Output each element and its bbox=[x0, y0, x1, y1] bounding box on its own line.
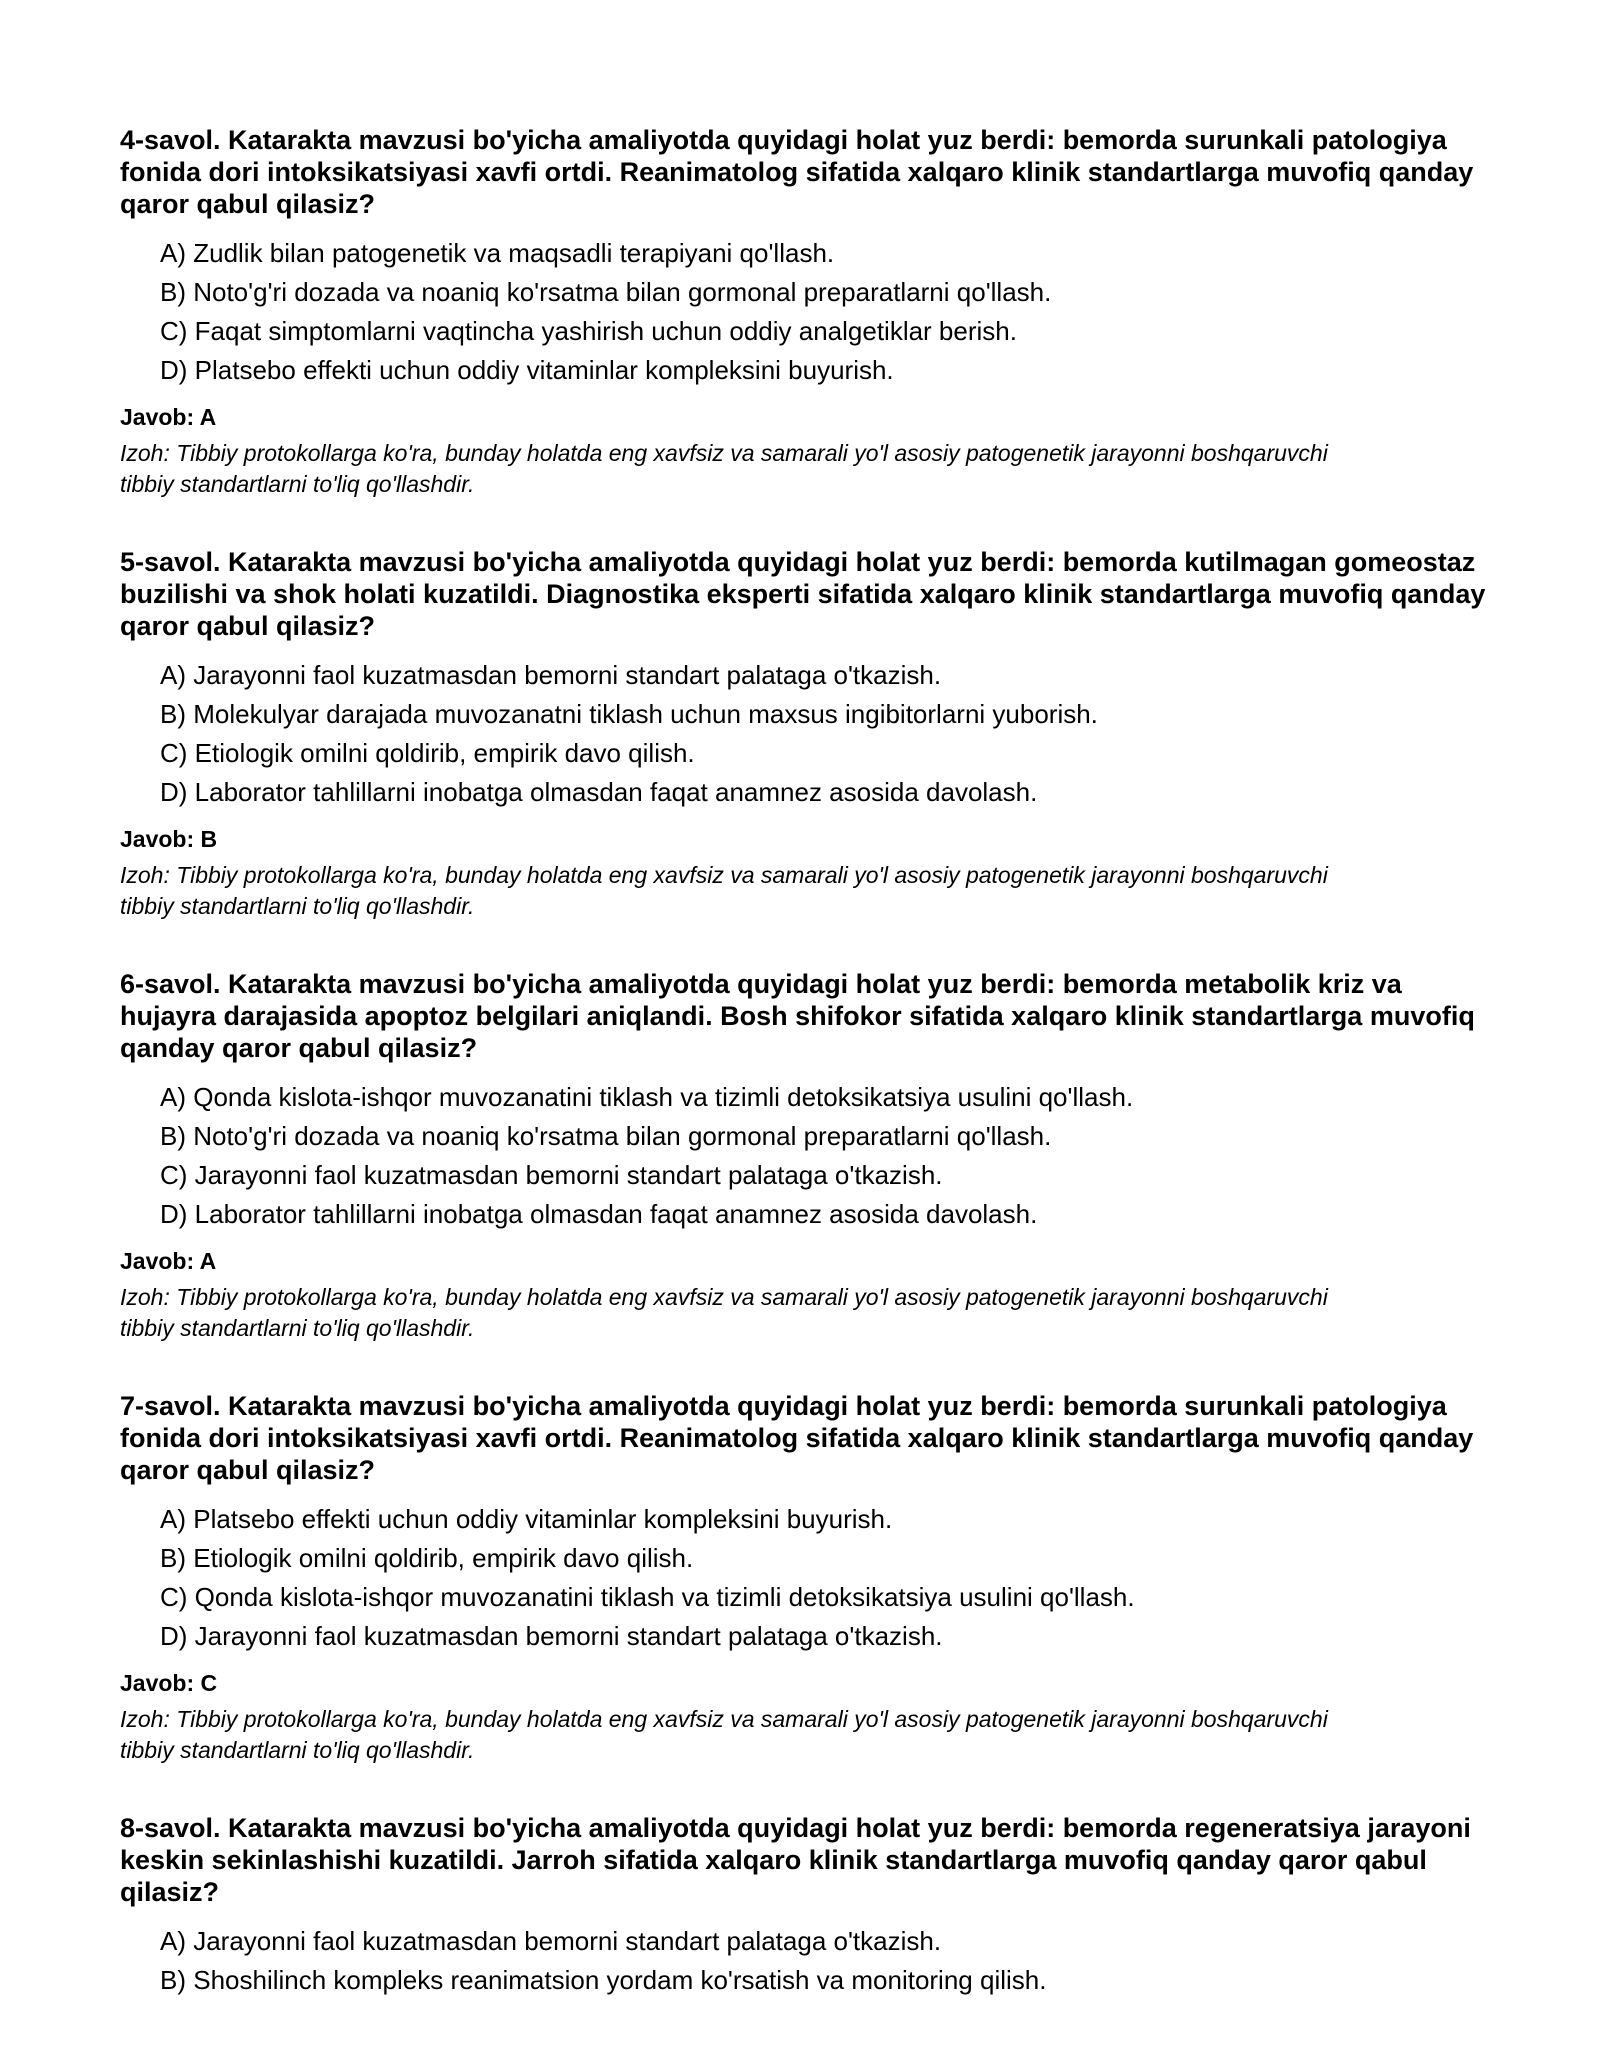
answer-key: Javob: A bbox=[120, 1248, 217, 1274]
explanation-note: Izoh: Tibbiy protokollarga ko'ra, bunday holatda eng xavfsiz va samarali yo'l asosiy patogenetik jarayonni boshqaruvchi tibbiy standartlarni to'liq qo'llashdir. bbox=[120, 1706, 1328, 1763]
option-c: C) Faqat simptomlarni vaqtincha yashirish uchun oddiy analgetiklar berish. bbox=[160, 316, 1017, 346]
answer-options bbox=[120, 1500, 1500, 1656]
answer-key: Javob: B bbox=[120, 826, 218, 852]
explanation-note: Izoh: Tibbiy protokollarga ko'ra, bunday holatda eng xavfsiz va samarali yo'l asosiy patogenetik jarayonni boshqaruvchi tibbiy standartlarni to'liq qo'llashdir. bbox=[120, 440, 1328, 497]
option-b: B) Molekulyar darajada muvozanatni tiklash uchun maxsus ingibitorlarni yuborish. bbox=[160, 699, 1098, 729]
answer-key: Javob: A bbox=[120, 404, 217, 430]
document-page bbox=[120, 124, 1500, 2046]
explanation-note: Izoh: Tibbiy protokollarga ko'ra, bunday holatda eng xavfsiz va samarali yo'l asosiy patogenetik jarayonni boshqaruvchi tibbiy standartlarni to'liq qo'llashdir. bbox=[120, 1284, 1328, 1341]
option-a: A) Jarayonni faol kuzatmasdan bemorni standart palataga o'tkazish. bbox=[160, 1926, 942, 1956]
option-c: C) Etiologik omilni qoldirib, empirik davo qilish. bbox=[160, 738, 695, 768]
question-4 bbox=[120, 124, 1500, 500]
answer-options bbox=[120, 1922, 1500, 2000]
option-c: C) Jarayonni faol kuzatmasdan bemorni standart palataga o'tkazish. bbox=[160, 1160, 943, 1190]
option-a: A) Zudlik bilan patogenetik va maqsadli terapiyani qo'llash. bbox=[160, 238, 835, 268]
option-a: A) Jarayonni faol kuzatmasdan bemorni standart palataga o'tkazish. bbox=[160, 660, 942, 690]
option-c: C) Qonda kislota-ishqor muvozanatini tiklash va tizimli detoksikatsiya usulini qo'llash. bbox=[160, 1582, 1135, 1612]
question-5 bbox=[120, 546, 1500, 922]
option-a: A) Platsebo effekti uchun oddiy vitaminlar kompleksini buyurish. bbox=[160, 1504, 893, 1534]
option-b: B) Noto'g'ri dozada va noaniq ko'rsatma bilan gormonal preparatlarni qo'llash. bbox=[160, 277, 1052, 307]
option-b: B) Shoshilinch kompleks reanimatsion yordam ko'rsatish va monitoring qilish. bbox=[160, 1965, 1047, 1995]
option-d: D) Platsebo effekti uchun oddiy vitaminlar kompleksini buyurish. bbox=[160, 355, 894, 385]
question-text: 8-savol. Katarakta mavzusi bo'yicha amaliyotda quyidagi holat yuz berdi: bemorda regeneratsiya jarayoni keskin sekinlashishi kuzatildi. Jarroh sifatida xalqaro klinik standartlarga muvofiq qanday qaror qabul qilasiz? bbox=[120, 1813, 1471, 1907]
option-d: D) Laborator tahlillarni inobatga olmasdan faqat anamnez asosida davolash. bbox=[160, 777, 1038, 807]
option-b: B) Etiologik omilni qoldirib, empirik davo qilish. bbox=[160, 1543, 694, 1573]
answer-options bbox=[120, 1078, 1500, 1234]
question-8 bbox=[120, 1812, 1500, 2000]
answer-options bbox=[120, 234, 1500, 390]
question-text: 7-savol. Katarakta mavzusi bo'yicha amaliyotda quyidagi holat yuz berdi: bemorda surunkali patologiya fonida dori intoksikatsiyasi xavfi ortdi. Reanimatolog sifatida xalqaro klinik standartlarga muvofiq qanday qaror qabul qilasiz? bbox=[120, 1391, 1474, 1485]
question-6 bbox=[120, 968, 1500, 1344]
question-7 bbox=[120, 1390, 1500, 1766]
option-b: B) Noto'g'ri dozada va noaniq ko'rsatma bilan gormonal preparatlarni qo'llash. bbox=[160, 1121, 1052, 1151]
answer-options bbox=[120, 656, 1500, 812]
explanation-note: Izoh: Tibbiy protokollarga ko'ra, bunday holatda eng xavfsiz va samarali yo'l asosiy patogenetik jarayonni boshqaruvchi tibbiy standartlarni to'liq qo'llashdir. bbox=[120, 862, 1328, 919]
option-d: D) Jarayonni faol kuzatmasdan bemorni standart palataga o'tkazish. bbox=[160, 1621, 943, 1651]
question-text: 5-savol. Katarakta mavzusi bo'yicha amaliyotda quyidagi holat yuz berdi: bemorda kutilmagan gomeostaz buzilishi va shok holati kuzatildi. Diagnostika eksperti sifatida xalqaro klinik standartlarga muvofiq qanday qaror qabul qilasiz? bbox=[120, 547, 1486, 641]
question-text: 6-savol. Katarakta mavzusi bo'yicha amaliyotda quyidagi holat yuz berdi: bemorda metabolik kriz va hujayra darajasida apoptoz belgilari aniqlandi. Bosh shifokor sifatida xalqaro klinik standartlarga muvofiq qanday qaror qabul qilasiz? bbox=[120, 969, 1475, 1063]
option-d: D) Laborator tahlillarni inobatga olmasdan faqat anamnez asosida davolash. bbox=[160, 1199, 1038, 1229]
answer-key: Javob: C bbox=[120, 1670, 218, 1696]
option-a: A) Qonda kislota-ishqor muvozanatini tiklash va tizimli detoksikatsiya usulini qo'llash. bbox=[160, 1082, 1134, 1112]
question-text: 4-savol. Katarakta mavzusi bo'yicha amaliyotda quyidagi holat yuz berdi: bemorda surunkali patologiya fonida dori intoksikatsiyasi xavfi ortdi. Reanimatolog sifatida xalqaro klinik standartlarga muvofiq qanday qaror qabul qilasiz? bbox=[120, 125, 1474, 219]
